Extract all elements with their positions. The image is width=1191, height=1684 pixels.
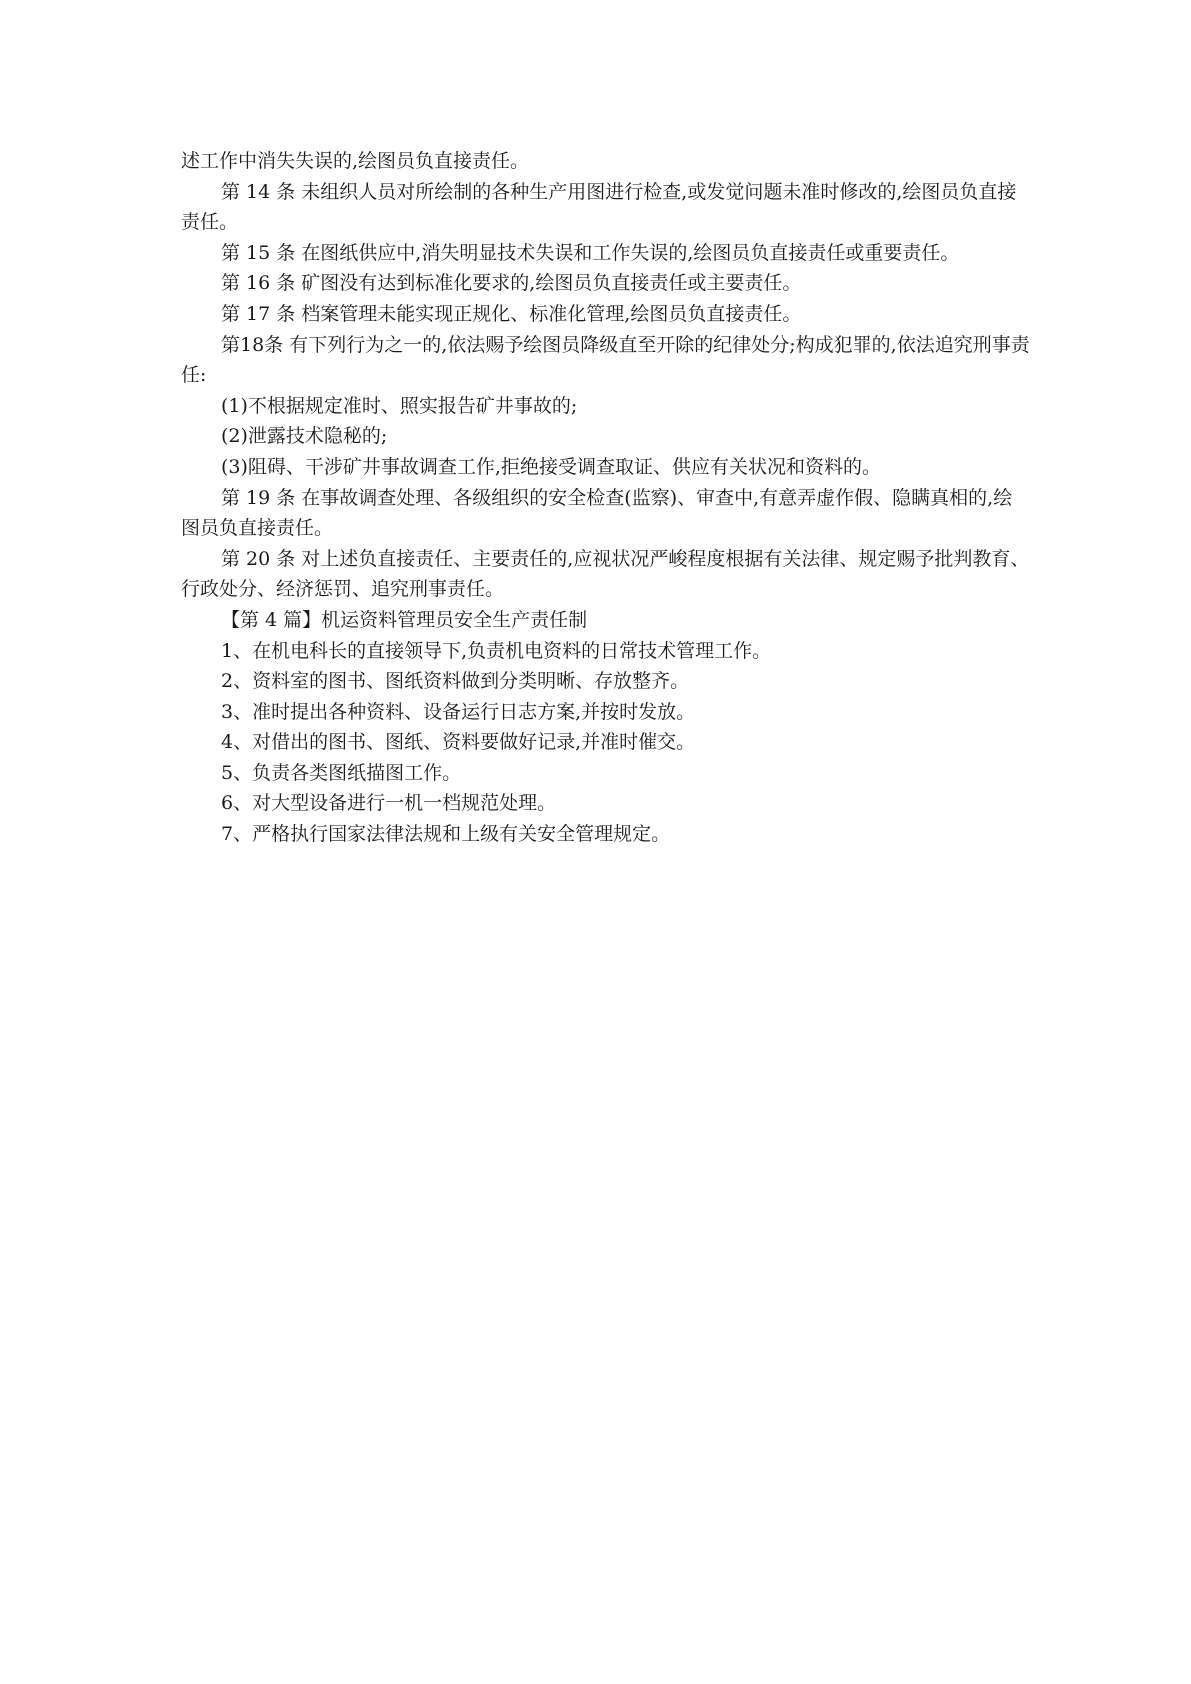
article-18-item-2: (2)泄露技术隐秘的; [221,425,388,448]
list-item: 7、严格执行国家法律法规和上级有关安全管理规定。 [221,823,671,846]
list-item: 2、资料室的图书、图纸资料做到分类明晰、存放整齐。 [221,670,690,693]
article-14: 第 14 条 未组织人员对所绘制的各种生产用图进行检查,或发觉问题未准时修改的,绘图员负直接责任。 [181,180,1017,234]
article-16: 第 16 条 矿图没有达到标准化要求的,绘图员负直接责任或主要责任。 [221,272,802,295]
article-18-item-1: (1)不根据规定准时、照实报告矿井事故的; [221,394,578,417]
article-18: 第18条 有下列行为之一的,依法赐予绘图员降级直至开除的纪律处分;构成犯罪的,依法追究刑事责任: [181,333,1030,387]
list-item: 4、对借出的图书、图纸、资料要做好记录,并准时催交。 [221,731,696,754]
section-heading: 【第 4 篇】机运资料管理员安全生产责任制 [221,608,588,631]
list-item: 1、在机电科长的直接领导下,负责机电资料的日常技术管理工作。 [221,639,772,662]
article-19: 第 19 条 在事故调查处理、各级组织的安全检查(监察)、审查中,有意弄虚作假、隐瞒真相的,绘图员负直接责任。 [181,486,1013,540]
document-body [181,146,1031,850]
list-item: 3、准时提出各种资料、设备运行日志方案,并按时发放。 [221,700,696,723]
list-item: 6、对大型设备进行一机一档规范处理。 [221,792,557,815]
article-15: 第 15 条 在图纸供应中,消失明显技术失误和工作失误的,绘图员负直接责任或重要责任。 [221,241,960,264]
article-20: 第 20 条 对上述负直接责任、主要责任的,应视状况严峻程度根据有关法律、规定赐予批判教育、行政处分、经济惩罚、追究刑事责任。 [181,547,1030,601]
article-17: 第 17 条 档案管理未能实现正规化、标准化管理,绘图员负直接责任。 [221,302,802,325]
article-18-item-3: (3)阻碍、干涉矿井事故调查工作,拒绝接受调查取证、供应有关状况和资料的。 [221,455,881,478]
paragraph-continuation: 述工作中消失失误的,绘图员负直接责任。 [181,150,530,172]
list-item: 5、负责各类图纸描图工作。 [221,761,462,784]
